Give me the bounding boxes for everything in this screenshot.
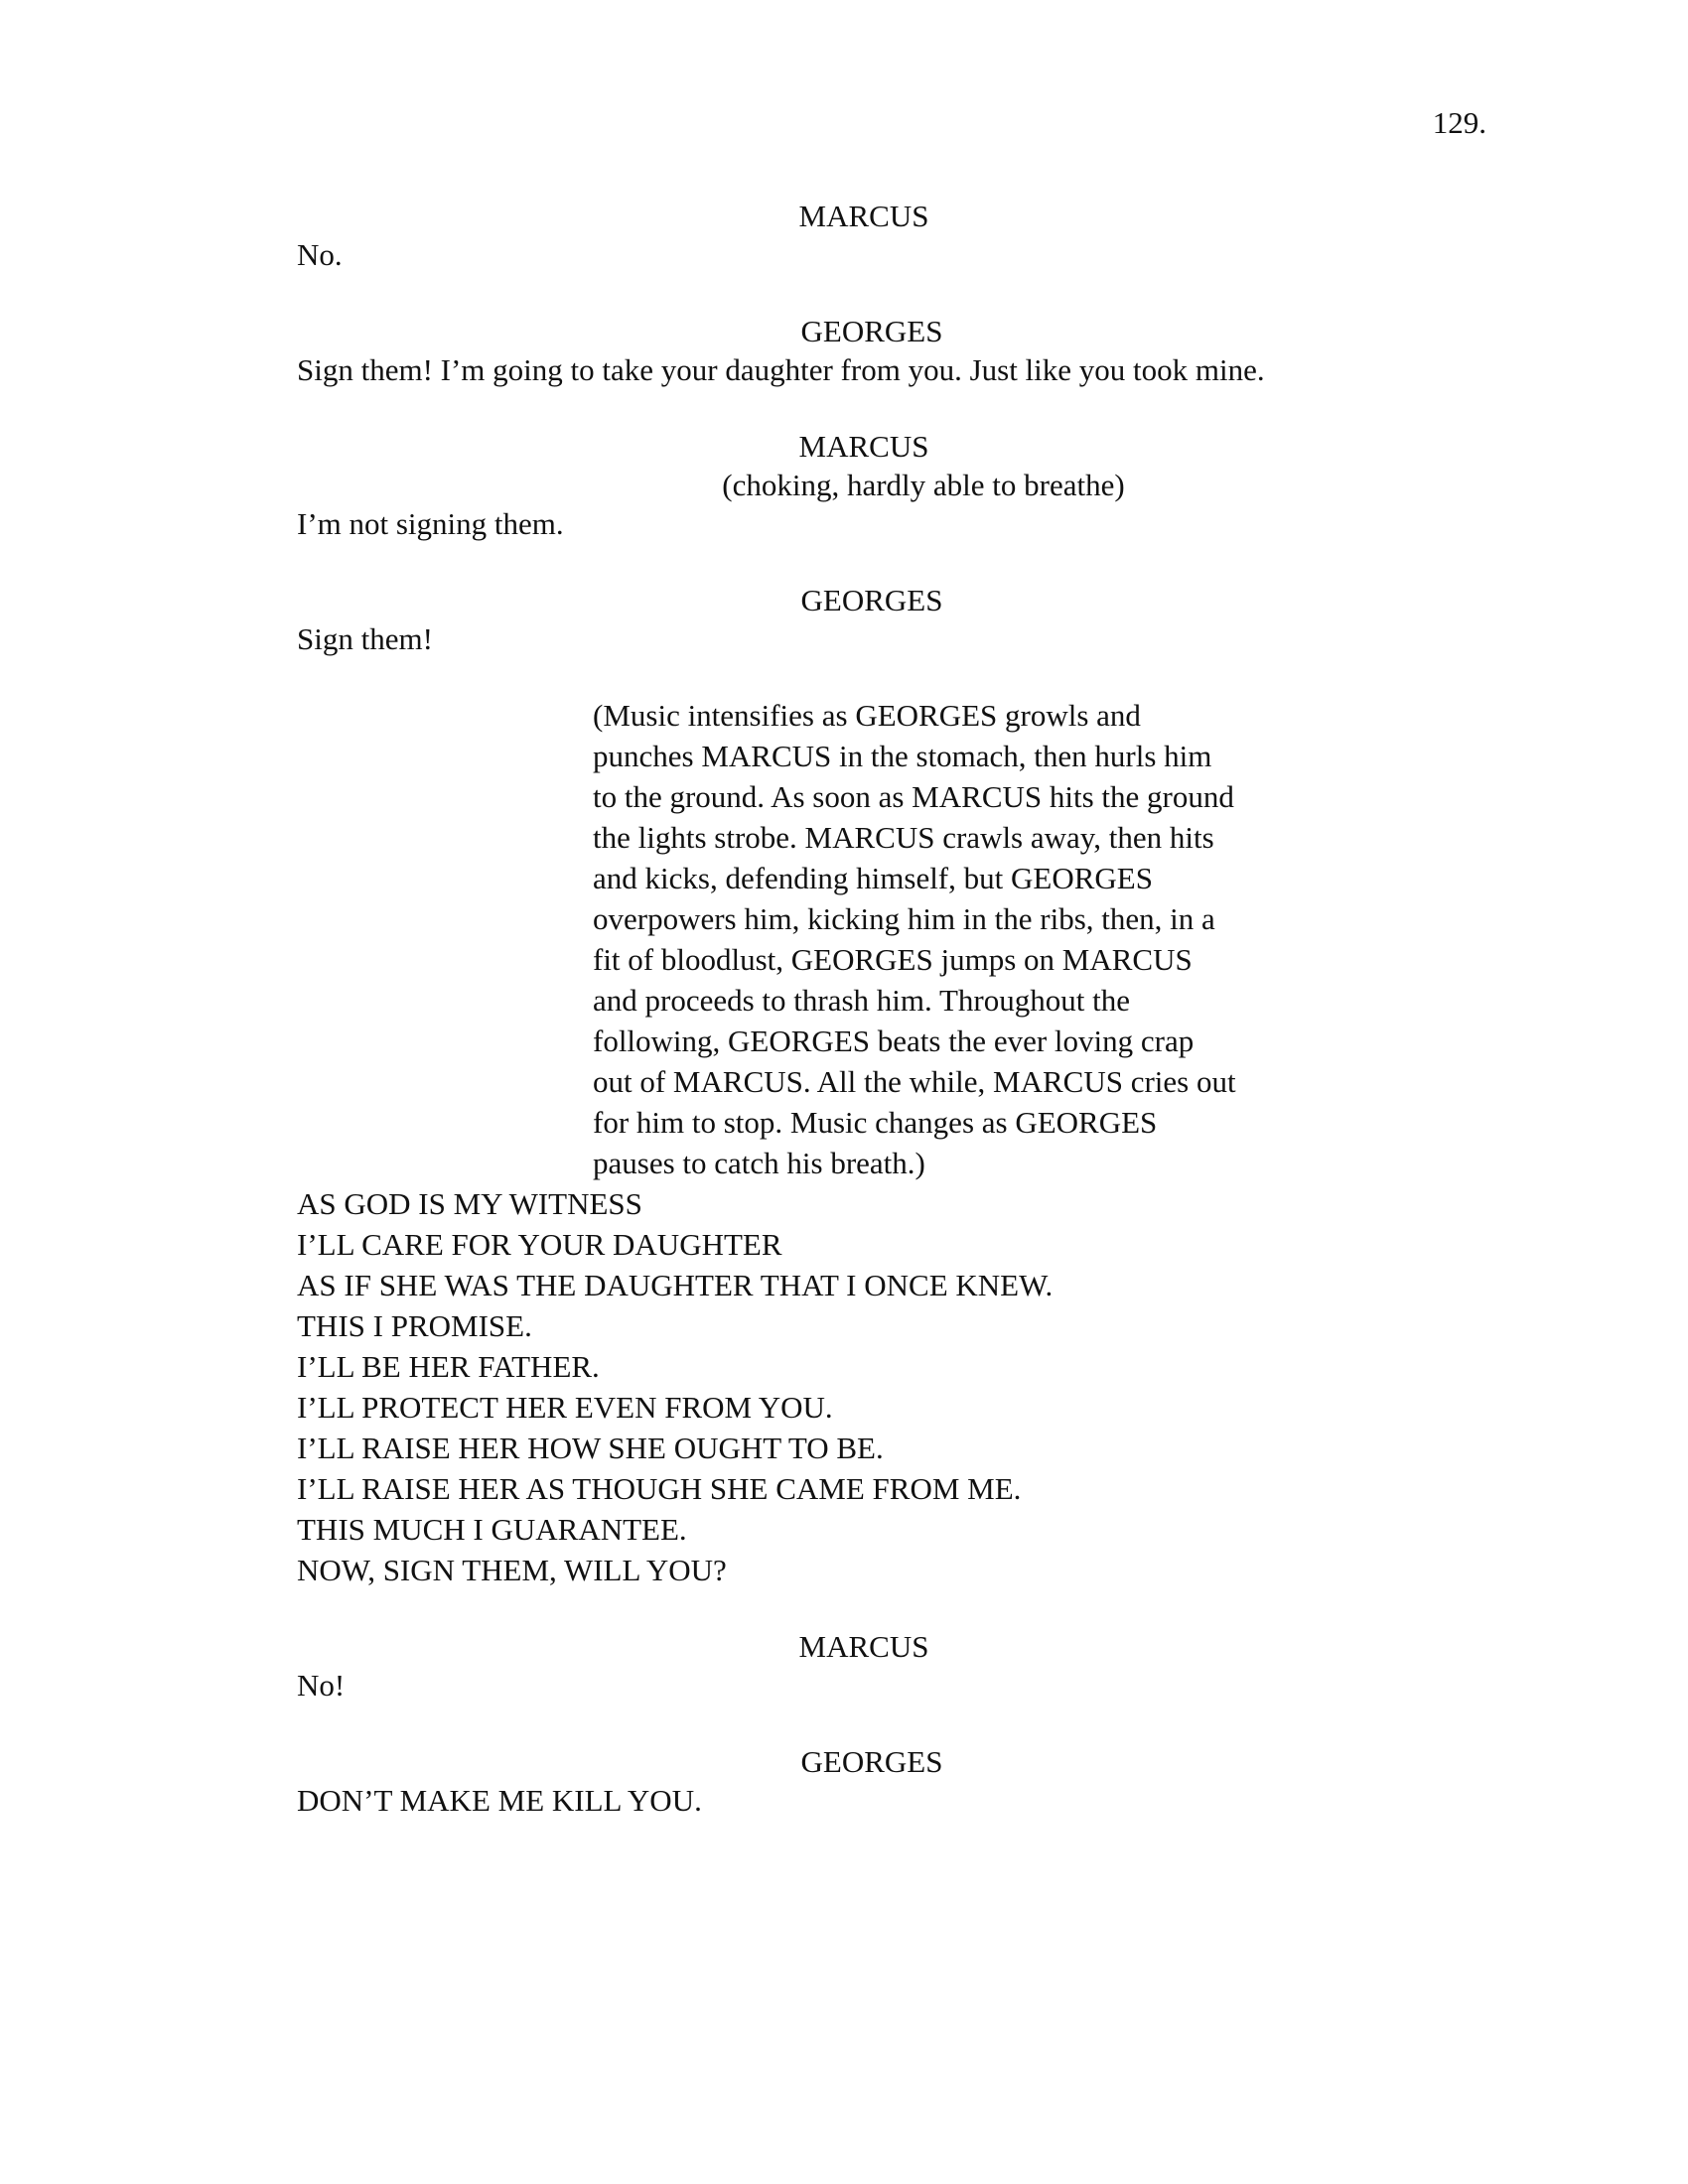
dialogue-line: Sign them!: [297, 621, 433, 656]
stage-direction-line: punches MARCUS in the stomach, then hurls him: [593, 739, 1212, 773]
lyric-line: I’LL BE HER FATHER.: [297, 1349, 600, 1384]
lyric-line: I’LL RAISE HER HOW SHE OUGHT TO BE.: [297, 1431, 884, 1465]
lyric-line: I’LL CARE FOR YOUR DAUGHTER: [297, 1227, 782, 1262]
dialogue-line: DON’T MAKE ME KILL YOU.: [297, 1783, 702, 1818]
stage-direction-line: following, GEORGES beats the ever loving crap: [593, 1024, 1195, 1058]
character-name: MARCUS: [798, 429, 929, 464]
dialogue-line: No!: [297, 1668, 346, 1703]
parenthetical: (choking, hardly able to breathe): [722, 468, 1125, 502]
stage-direction-line: overpowers him, kicking him in the ribs, then, in a: [593, 901, 1215, 936]
lyric-line: AS IF SHE WAS THE DAUGHTER THAT I ONCE KNEW.: [297, 1268, 1054, 1302]
character-name: GEORGES: [800, 583, 943, 617]
dialogue-line: I’m not signing them.: [297, 506, 564, 541]
lyric-line: THIS MUCH I GUARANTEE.: [297, 1512, 687, 1547]
stage-direction-line: pauses to catch his breath.): [593, 1146, 925, 1180]
stage-direction-line: fit of bloodlust, GEORGES jumps on MARCUS: [593, 942, 1193, 977]
lyric-line: AS GOD IS MY WITNESS: [297, 1186, 642, 1221]
lyric-line: I’LL PROTECT HER EVEN FROM YOU.: [297, 1390, 833, 1425]
stage-direction-line: the lights strobe. MARCUS crawls away, then hits: [593, 820, 1214, 855]
lyric-line: NOW, SIGN THEM, WILL YOU?: [297, 1553, 727, 1587]
lyric-line: THIS I PROMISE.: [297, 1308, 532, 1343]
stage-direction-line: and kicks, defending himself, but GEORGES: [593, 861, 1153, 895]
lyric-line: I’LL RAISE HER AS THOUGH SHE CAME FROM ME.: [297, 1471, 1022, 1506]
stage-direction-line: and proceeds to thrash him. Throughout the: [593, 983, 1130, 1018]
stage-direction-line: to the ground. As soon as MARCUS hits the ground: [593, 779, 1234, 814]
character-name: GEORGES: [800, 1744, 943, 1779]
character-name: MARCUS: [798, 1629, 929, 1664]
dialogue-line: No.: [297, 237, 343, 272]
page-number: 129.: [1432, 105, 1486, 140]
stage-direction-line: (Music intensifies as GEORGES growls and: [593, 698, 1141, 733]
dialogue-line: Sign them! I’m going to take your daughter from you. Just like you took mine.: [297, 352, 1265, 387]
stage-direction-line: for him to stop. Music changes as GEORGES: [593, 1105, 1158, 1140]
character-name: MARCUS: [798, 199, 929, 233]
character-name: GEORGES: [800, 314, 943, 348]
stage-direction-line: out of MARCUS. All the while, MARCUS cries out: [593, 1064, 1236, 1099]
